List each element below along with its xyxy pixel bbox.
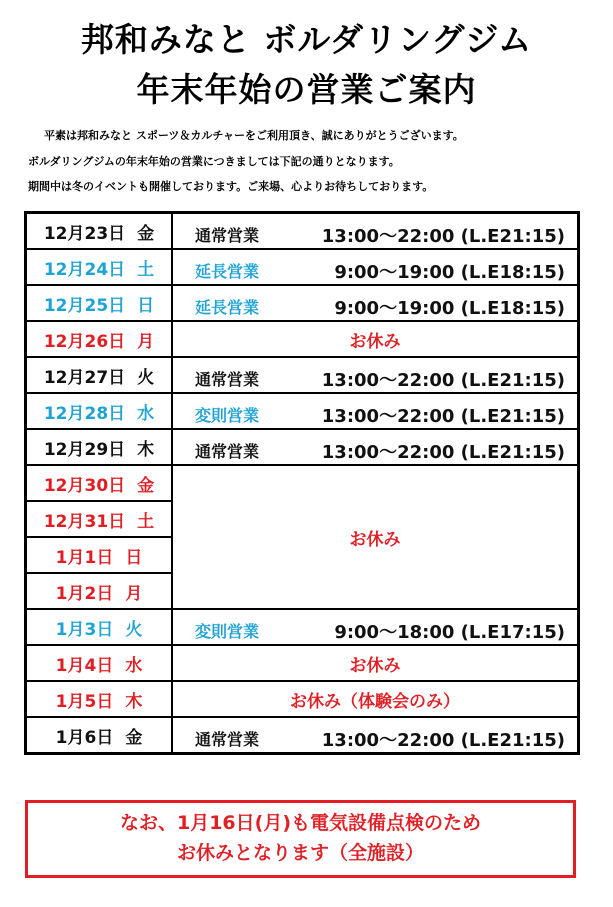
schedule-row: [26, 393, 579, 429]
intro-line-3: 期間中は冬のイベントも開催しております。ご来場、心よりお待ちしております。: [28, 180, 434, 193]
weekday-text: 土: [137, 259, 155, 280]
schedule-row: [26, 285, 579, 321]
hours-cell: [172, 609, 579, 645]
hours-cell: [172, 717, 579, 754]
business-hours: 9:00～18:00 (L.E17:15): [334, 622, 565, 643]
date-text: 12月26日: [43, 331, 126, 352]
closed-label: お休み: [349, 655, 401, 676]
weekday-text: 日: [137, 295, 155, 316]
date-text: 1月2日: [55, 583, 114, 604]
schedule-row: [26, 681, 579, 717]
weekday-text: 金: [137, 223, 155, 244]
intro-line-2: ボルダリングジムの年末年始の営業につきましては下記の通りとなります。: [28, 155, 400, 168]
date-text: 1月4日: [55, 655, 114, 676]
hours-cell: [172, 357, 579, 393]
closed-label: お休み: [349, 529, 401, 550]
business-type: 通常営業: [195, 442, 260, 461]
date-cell: [26, 609, 173, 645]
business-hours: 13:00～22:00 (L.E21:15): [321, 406, 565, 427]
date-cell: [26, 645, 173, 681]
business-hours: 13:00～22:00 (L.E21:15): [321, 730, 565, 751]
schedule-row: [26, 357, 579, 393]
date-text: 12月25日: [43, 295, 126, 316]
date-text: 12月29日: [43, 439, 126, 460]
hours-cell: [172, 213, 579, 250]
hours-cell: [172, 249, 579, 285]
business-type: 変則営業: [195, 406, 260, 425]
business-type: 変則営業: [195, 622, 260, 641]
business-hours: 9:00～19:00 (L.E18:15): [334, 298, 565, 319]
date-cell: [26, 717, 173, 754]
weekday-text: 月: [137, 331, 155, 352]
business-type: 延長営業: [195, 262, 260, 281]
closed-cell: [172, 465, 579, 609]
business-type: 通常営業: [195, 730, 260, 749]
title-line-2: 年末年始の営業ご案内: [136, 70, 477, 109]
hours-cell: [172, 393, 579, 429]
date-cell: [26, 573, 173, 609]
date-cell: [26, 285, 173, 321]
weekday-text: 水: [137, 403, 155, 424]
date-text: 12月30日: [43, 475, 126, 496]
date-text: 1月6日: [55, 727, 114, 748]
closed-cell: [172, 681, 579, 717]
closed-cell: [172, 645, 579, 681]
intro-line-1: 平素は邦和みなと スポーツ＆カルチャーをご利用頂き、誠にありがとうございます。: [44, 129, 464, 142]
date-text: 12月31日: [43, 511, 126, 532]
date-text: 1月3日: [55, 619, 114, 640]
business-hours: 9:00～19:00 (L.E18:15): [334, 262, 565, 283]
business-hours: 13:00～22:00 (L.E21:15): [321, 370, 565, 391]
schedule-row: [26, 465, 579, 501]
weekday-text: 水: [125, 655, 143, 676]
closed-label: お休み（体験会のみ）: [290, 691, 460, 712]
notice-line-1: なお、1月16日(月)も電気設備点検のため: [119, 812, 482, 834]
weekday-text: 日: [125, 547, 143, 568]
date-cell: [26, 681, 173, 717]
date-cell: [26, 321, 173, 357]
date-cell: [26, 465, 173, 501]
date-text: 1月1日: [55, 547, 114, 568]
date-text: 12月24日: [43, 259, 126, 280]
schedule-row: [26, 717, 579, 754]
hours-cell: [172, 285, 579, 321]
schedule-table: [24, 211, 580, 755]
schedule-row: [26, 609, 579, 645]
date-text: 1月5日: [55, 691, 114, 712]
weekday-text: 金: [137, 475, 155, 496]
weekday-text: 土: [137, 511, 155, 532]
schedule-row: [26, 249, 579, 285]
notice-line-2: お休みとなります（全施設）: [176, 842, 424, 864]
date-text: 12月27日: [43, 367, 126, 388]
notice-box: [25, 800, 576, 878]
date-text: 12月28日: [43, 403, 126, 424]
business-hours: 13:00～22:00 (L.E21:15): [321, 442, 565, 463]
weekday-text: 木: [125, 691, 143, 712]
weekday-text: 火: [125, 619, 143, 640]
date-cell: [26, 393, 173, 429]
date-cell: [26, 357, 173, 393]
business-type: 延長営業: [195, 298, 260, 317]
weekday-text: 金: [125, 727, 143, 748]
business-type: 通常営業: [195, 226, 260, 245]
business-type: 通常営業: [195, 370, 260, 389]
hours-cell: [172, 429, 579, 465]
weekday-text: 月: [125, 583, 143, 604]
date-cell: [26, 249, 173, 285]
date-cell: [26, 537, 173, 573]
business-hours: 13:00～22:00 (L.E21:15): [321, 226, 565, 247]
schedule-row: [26, 213, 579, 250]
weekday-text: 火: [137, 367, 155, 388]
schedule-row: [26, 645, 579, 681]
weekday-text: 木: [137, 439, 155, 460]
date-cell: [26, 501, 173, 537]
closed-cell: [172, 321, 579, 357]
schedule-row: [26, 429, 579, 465]
date-cell: [26, 213, 173, 250]
date-text: 12月23日: [43, 223, 126, 244]
date-cell: [26, 429, 173, 465]
closed-label: お休み: [349, 331, 401, 352]
schedule-row: [26, 321, 579, 357]
title-line-1: 邦和みなと ボルダリングジム: [80, 20, 533, 59]
